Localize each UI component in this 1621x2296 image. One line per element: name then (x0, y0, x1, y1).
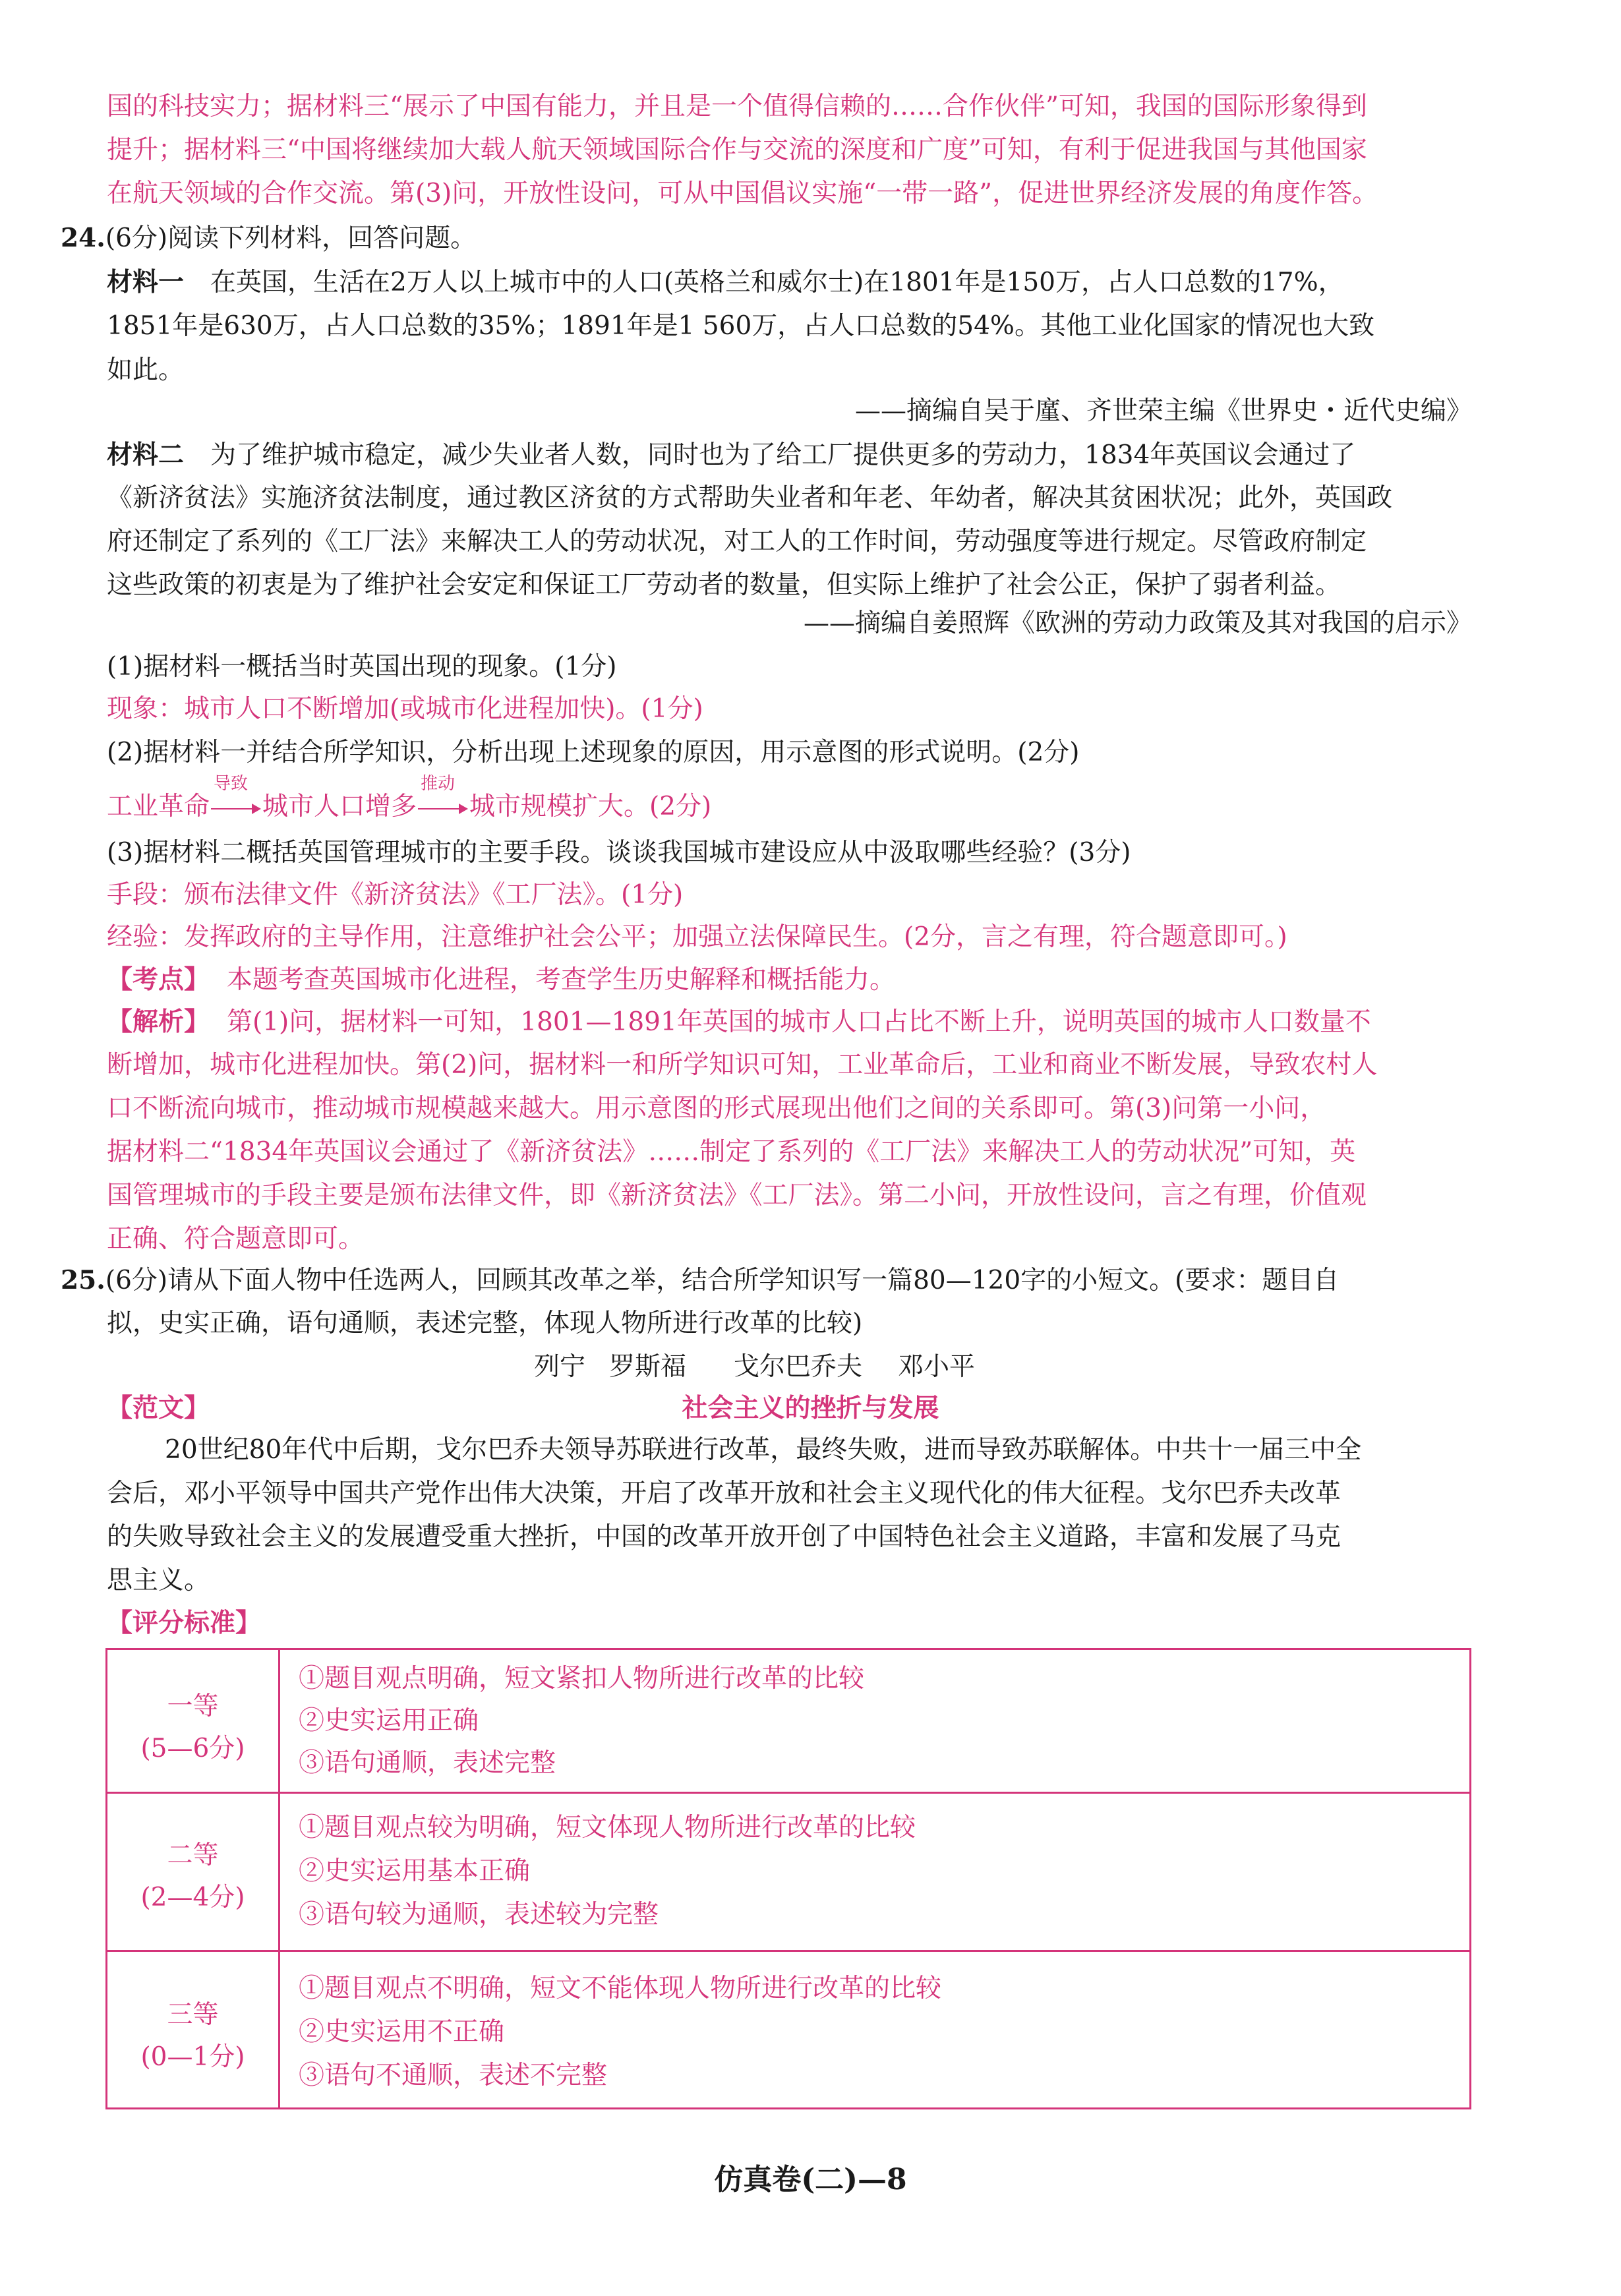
grade-range: (5—6分) (140, 1734, 245, 1763)
sub-question-1: (1)据材料一概括当时英国出现的现象。(1分) (107, 652, 617, 682)
jiexi-line: 国管理城市的手段主要是颁布法律文件，即《新济贫法》《工厂法》。第二小问，开放性设问，言之有理，价值观 (107, 1181, 1367, 1210)
scoring-row (107, 1794, 1469, 1952)
material-1-line: 如此。 (107, 355, 185, 385)
criterion: ①题目观点不明确，短文不能体现人物所进行改革的比较 (299, 1974, 942, 2003)
analysis-continuation-line: 提升；据材料三“中国将继续加大载人航天领域国际合作与交流的深度和广度”可知，有利于促进我国与其他国家 (107, 135, 1367, 165)
grade-name: 二等 (167, 1840, 219, 1870)
jiexi-section (107, 1005, 1371, 1039)
diagram-node-1: 工业革命 (107, 792, 210, 821)
criterion: ③语句通顺，表述完整 (299, 1748, 556, 1778)
diagram-node-3: 城市规模扩大。(2分) (469, 792, 712, 821)
grade-range: (0—1分) (140, 2042, 245, 2072)
question-25-stem (61, 1263, 1339, 1297)
question-text: (6分)请从下面人物中任选两人，回顾其改革之举，结合所学知识写一篇80—120字的小短文。(要求：题目自 (105, 1266, 1340, 1295)
analysis-continuation-line: 国的科技实力；据材料三“展示了中国有能力，并且是一个值得信赖的……合作伙伴”可知，我国的国际形象得到 (107, 92, 1367, 121)
material-2-source: ——摘编自姜照辉《欧洲的劳动力政策及其对我国的启示》 (803, 608, 1472, 638)
material-2-line: 府还制定了系列的《工厂法》来解决工人的劳动状况，对工人的工作时间，劳动强度等进行规定。尽管政府制定 (107, 527, 1367, 556)
question-number: 25. (61, 1265, 105, 1295)
scoring-tag: 【评分标准】 (107, 1608, 262, 1638)
scoring-row (107, 1650, 1469, 1794)
material-1-text: 在英国，生活在2万人以上城市中的人口(英格兰和威尔士)在1801年是150万，占人口总数的17%， (210, 268, 1344, 297)
sub-question-3: (3)据材料二概括英国管理城市的主要手段。谈谈我国城市建设应从中汲取哪些经验？(3分) (107, 838, 1131, 868)
criterion: ③语句不通顺，表述不完整 (299, 2061, 608, 2090)
arrow-right-icon (252, 804, 261, 814)
grade-cell (107, 1794, 280, 1950)
kaodian-label: 【考点】 (107, 964, 210, 995)
material-1-source: ——摘编自吴于廑、齐世荣主编《世界史・近代史编》 (854, 396, 1472, 426)
criterion: ②史实运用基本正确 (299, 1856, 531, 1886)
jiexi-text: 第(1)问，据材料一可知，1801—1891年英国的城市人口占比不断上升，说明英国的城市人口数量不 (227, 1007, 1371, 1037)
sub-answer-1: 现象：城市人口不断增加(或城市化进程加快)。(1分) (107, 694, 703, 724)
criterion: ②史实运用正确 (299, 1706, 479, 1736)
essay-title: 社会主义的挫折与发展 (682, 1393, 939, 1423)
material-2-text: 为了维护城市稳定，减少失业者人数，同时也为了给工厂提供更多的劳动力，1834年英国议会通过了 (210, 440, 1356, 470)
kaodian-section (107, 962, 895, 997)
grade-cell (107, 1952, 280, 2107)
jiexi-line: 口不断流向城市，推动城市规模越来越大。用示意图的形式展现出他们之间的关系即可。第(3)问第一小问， (107, 1094, 1326, 1123)
material-2-line (107, 438, 1355, 472)
material-1-line: 1851年是630万，占人口总数的35%；1891年是1 560万，占人口总数的54%。其他工业化国家的情况也大致 (107, 311, 1374, 341)
sub-question-2: (2)据材料一并结合所学知识，分析出现上述现象的原因，用示意图的形式说明。(2分) (107, 738, 1080, 767)
sub-answer-3-means: 手段：颁布法律文件《新济贫法》《工厂法》。(1分) (107, 880, 684, 910)
arrow-right-icon (459, 804, 468, 814)
question-24-stem (61, 221, 476, 255)
essay-line: 会后，邓小平领导中国共产党作出伟大决策，开启了改革开放和社会主义现代化的伟大征程。戈尔巴乔夫改革 (107, 1479, 1341, 1508)
essay-line: 20世纪80年代中后期，戈尔巴乔夫领导苏联进行改革，最终失败，进而导致苏联解体。中共十一届三中全 (165, 1435, 1362, 1465)
criterion: ②史实运用不正确 (299, 2017, 505, 2047)
sub-answer-3-experience: 经验：发挥政府的主导作用，注意维护社会公平；加强立法保障民生。(2分，言之有理，符合题意即可。) (107, 922, 1287, 952)
criterion: ①题目观点较为明确，短文体现人物所进行改革的比较 (299, 1813, 916, 1842)
person-name: 戈尔巴乔夫 (734, 1352, 863, 1382)
material-1-label: 材料一 (107, 267, 185, 297)
material-2-line: 这些政策的初衷是为了维护社会安定和保证工厂劳动者的数量，但实际上维护了社会公正，保护了弱者利益。 (107, 570, 1341, 600)
jiexi-line: 据材料二“1834年英国议会通过了《新济贫法》……制定了系列的《工厂法》来解决工人的劳动状况”可知，英 (107, 1137, 1356, 1167)
kaodian-text: 本题考查英国城市化进程，考查学生历史解释和概括能力。 (227, 965, 896, 995)
person-name: 罗斯福 (609, 1352, 687, 1382)
essay-line: 思主义。 (107, 1566, 210, 1595)
material-1-line (107, 265, 1344, 299)
scoring-row (107, 1952, 1469, 2107)
material-2-line: 《新济贫法》实施济贫法制度，通过教区济贫的方式帮助失业者和年老、年幼者，解决其贫困状况；此外，英国政 (107, 483, 1393, 513)
grade-range: (2—4分) (140, 1883, 245, 1912)
jiexi-line: 正确、符合题意即可。 (107, 1224, 365, 1254)
grade-cell (107, 1650, 280, 1792)
grade-name: 三等 (167, 2000, 219, 2030)
scoring-table (105, 1648, 1471, 2109)
question-25-stem-line: 拟，史实正确，语句通顺，表述完整，体现人物所进行改革的比较) (107, 1309, 863, 1338)
question-number: 24. (61, 223, 105, 253)
essay-line: 的失败导致社会主义的发展遭受重大挫折，中国的改革开放开创了中国特色社会主义道路，丰富和发展了马克 (107, 1522, 1341, 1552)
diagram-arrow-2 (417, 774, 469, 824)
person-name: 邓小平 (898, 1352, 976, 1382)
fanwen-tag: 【范文】 (107, 1393, 210, 1423)
arrow-label: 导致 (214, 774, 249, 794)
analysis-continuation-line: 在航天领域的合作交流。第(3)问，开放性设问，可从中国倡议实施“一带一路”，促进世界经济发展的角度作答。 (107, 179, 1378, 208)
diagram-arrow-1 (210, 774, 262, 824)
scoring-label (107, 1606, 261, 1640)
sub-answer-2-diagram (107, 774, 712, 824)
grade-name: 一等 (167, 1692, 219, 1721)
diagram-node-2: 城市人口增多 (262, 792, 417, 821)
people-list (534, 1350, 975, 1384)
arrow-label: 推动 (421, 774, 456, 794)
question-text: (6分)阅读下列材料，回答问题。 (105, 223, 477, 253)
page-footer: 仿真卷(二)—8 (714, 2163, 907, 2196)
material-2-label: 材料二 (107, 440, 185, 470)
jiexi-label: 【解析】 (107, 1007, 210, 1037)
person-name: 列宁 (534, 1352, 586, 1382)
jiexi-line: 断增加，城市化进程加快。第(2)问，据材料一和所学知识可知，工业革命后，工业和商业不断发展，导致农村人 (107, 1050, 1378, 1080)
criterion: ①题目观点明确，短文紧扣人物所进行改革的比较 (299, 1664, 865, 1693)
criterion: ③语句较为通顺，表述较为完整 (299, 1900, 659, 1929)
